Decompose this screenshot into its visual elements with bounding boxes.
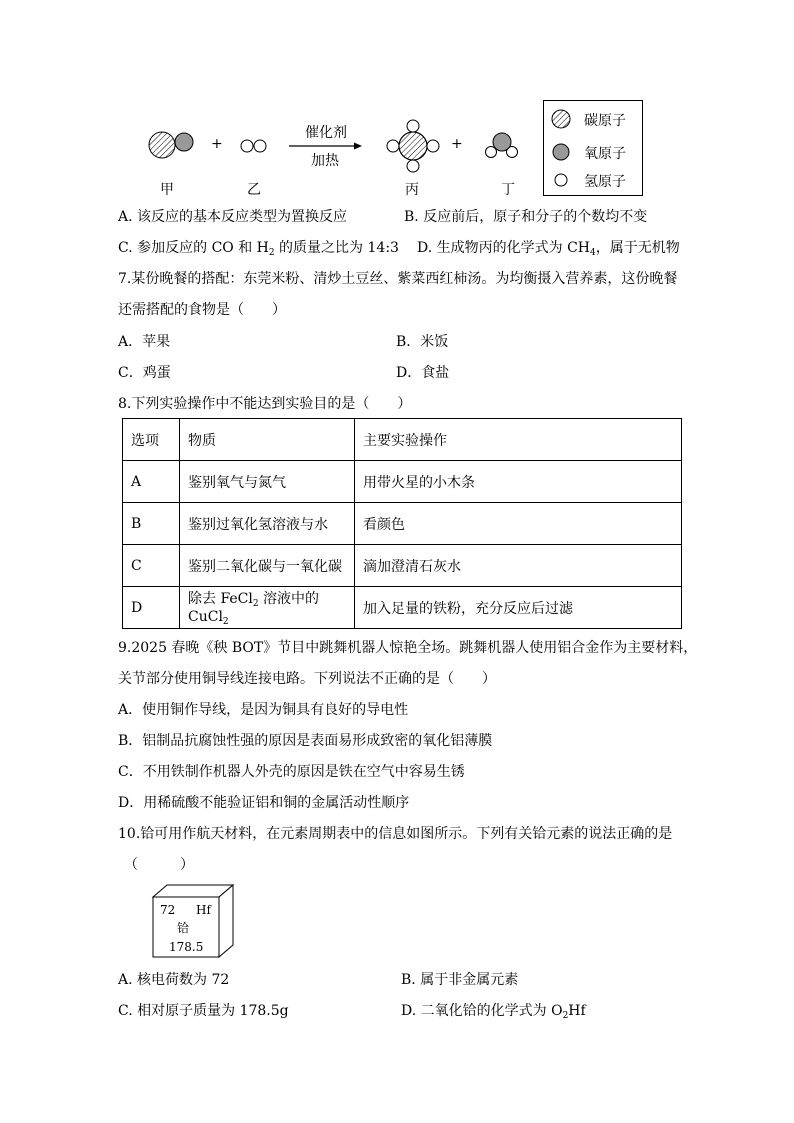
table-cell: 用带火星的小木条 xyxy=(355,461,682,503)
q9-option-d: D．用稀硫酸不能验证铝和铜的金属活动性顺序 xyxy=(118,795,410,811)
q7-option-b: B．米饭 xyxy=(396,334,449,350)
q9-stem-line2: 关节部分使用铜导线连接电路。下列说法不正确的是（ ） xyxy=(118,671,496,687)
table-row xyxy=(123,503,682,545)
plus-sign: + xyxy=(451,136,463,152)
reaction-arrow-icon xyxy=(289,143,362,150)
q9-option-b: B．铝制品抗腐蚀性强的原因是表面易形成致密的氧化铝薄膜 xyxy=(118,733,493,749)
q10-option-c: C. 相对原子质量为 178.5g xyxy=(118,1003,289,1019)
table-cell: 鉴别过氧化氢溶液与水 xyxy=(180,503,355,545)
q8-stem: 8.下列实验操作中不能达到实验目的是（ ） xyxy=(118,396,412,412)
plus-sign: + xyxy=(211,136,223,152)
q6-option-c: C. 参加反应的 CO 和 $H_2$ 的质量之比为 14:3 xyxy=(118,240,399,258)
table-header-cell: 物质 xyxy=(180,419,355,461)
molecule-jia-icon xyxy=(149,132,193,158)
q7-option-c: C．鸡蛋 xyxy=(118,365,171,381)
table-row xyxy=(123,461,682,503)
label-ding: 丁 xyxy=(501,182,515,198)
table-header-cell: 选项 xyxy=(123,419,180,461)
table-cell: C xyxy=(123,545,180,587)
element-mass: 178.5 xyxy=(169,940,204,954)
q7-stem-line1: 7.某份晚餐的搭配：东莞米粉、清炒土豆丝、紫菜西红柿汤。为均衡摄入营养素，这份晚餐 xyxy=(118,271,678,287)
q10-option-b: B. 属于非金属元素 xyxy=(401,972,519,988)
legend-hydrogen-label: 氢原子 xyxy=(584,174,626,190)
molecule-bing-icon xyxy=(387,120,439,172)
table-cell: 滴加澄清石灰水 xyxy=(355,545,682,587)
q9-option-c: C．不用铁制作机器人外壳的原因是铁在空气中容易生锈 xyxy=(118,764,465,780)
legend-carbon-label: 碳原子 xyxy=(584,113,626,129)
q10-stem-line2: （ ） xyxy=(124,857,194,873)
label-jia: 甲 xyxy=(160,182,174,198)
q10-option-a: A. 核电荷数为 72 xyxy=(118,972,230,988)
table-cell: 鉴别二氧化碳与一氧化碳 xyxy=(180,545,355,587)
table-cell: A xyxy=(123,461,180,503)
q6-option-d: D. 生成物丙的化学式为 $CH_4$，属于无机物 xyxy=(417,240,680,258)
experiment-table xyxy=(122,418,682,629)
element-name: 铪 xyxy=(177,921,190,935)
table-row xyxy=(123,587,682,629)
q10-option-d: D. 二氧化铪的化学式为 $O_2Hf$ xyxy=(401,1003,586,1021)
catalyst-label: 催化剂 xyxy=(305,125,347,141)
element-symbol: Hf xyxy=(196,903,211,917)
table-header-row xyxy=(123,419,682,461)
table-row xyxy=(123,545,682,587)
q7-stem-line2: 还需搭配的食物是（ ） xyxy=(118,302,286,318)
q9-stem-line1: 9.2025 春晚《秧 BOT》节目中跳舞机器人惊艳全场。跳舞机器人使用铝合金作为主要材料， xyxy=(118,640,698,656)
element-number: 72 xyxy=(160,903,176,917)
table-cell: 鉴别氧气与氮气 xyxy=(180,461,355,503)
q9-option-a: A．使用铜作导线，是因为铜具有良好的导电性 xyxy=(118,702,409,718)
table-cell: 看颜色 xyxy=(355,503,682,545)
table-cell: 除去 FeCl$_2$ 溶液中的 CuCl$_2$ xyxy=(180,587,355,629)
q7-option-a: A．苹果 xyxy=(118,334,171,350)
table-cell: D xyxy=(123,587,180,629)
molecule-ding-icon xyxy=(486,133,518,158)
q7-option-d: D．食盐 xyxy=(396,365,450,381)
heating-label: 加热 xyxy=(311,153,339,169)
q6-option-b: B. 反应前后，原子和分子的个数均不变 xyxy=(404,209,648,225)
table-cell: 加入足量的铁粉，充分反应后过滤 xyxy=(355,587,682,629)
molecule-yi-icon xyxy=(241,140,266,152)
label-bing: 丙 xyxy=(405,182,419,198)
q6-option-a: A. 该反应的基本反应类型为置换反应 xyxy=(118,209,348,225)
reaction-diagram xyxy=(0,0,794,200)
table-cell: B xyxy=(123,503,180,545)
q10-stem-line1: 10.铪可用作航天材料，在元素周期表中的信息如图所示。下列有关铪元素的说法正确的是 xyxy=(118,826,673,842)
legend-oxygen-label: 氧原子 xyxy=(584,146,626,162)
table-header-cell: 主要实验操作 xyxy=(355,419,682,461)
label-yi: 乙 xyxy=(247,182,261,198)
